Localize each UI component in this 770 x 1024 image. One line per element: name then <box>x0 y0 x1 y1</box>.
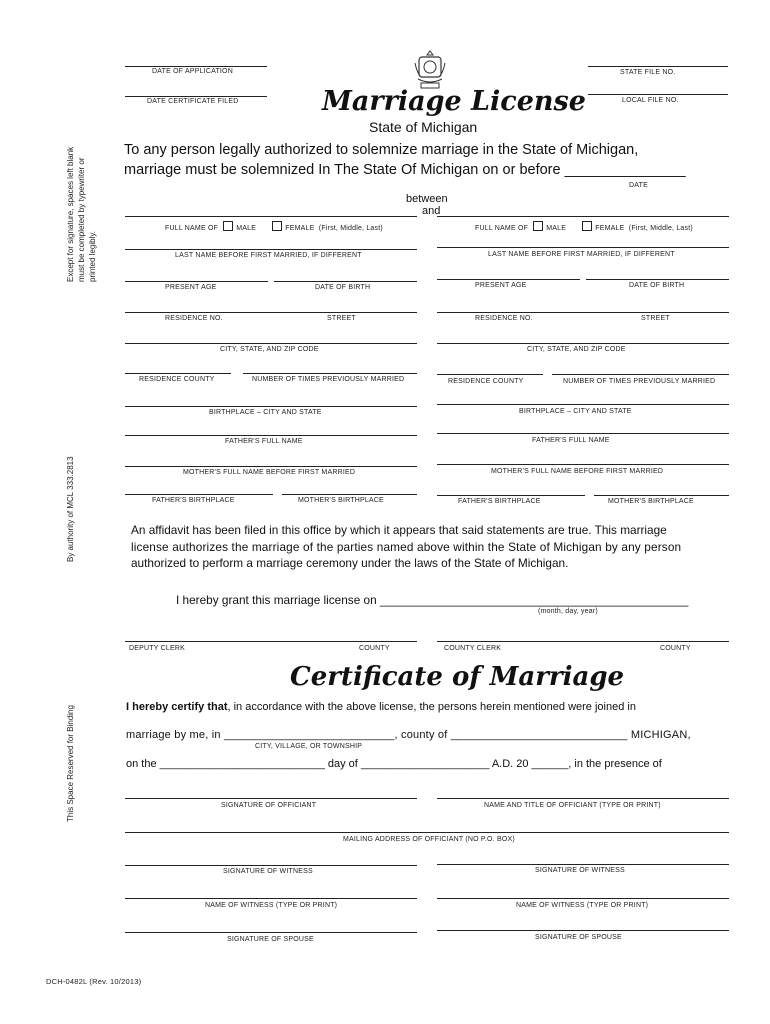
name-officiant-line[interactable] <box>437 798 729 799</box>
right-city-line[interactable] <box>437 343 729 344</box>
left-county-line[interactable] <box>125 373 231 374</box>
side-note-line2: must be completed by typewriter or <box>77 157 86 282</box>
left-date-of-birth-line[interactable] <box>274 281 417 282</box>
left-father-label: FATHER'S FULL NAME <box>225 438 303 445</box>
right-father-birthplace-line[interactable] <box>437 495 585 496</box>
right-last-name-label: LAST NAME BEFORE FIRST MARRIED, IF DIFFERENT <box>488 251 675 258</box>
local-file-no-line[interactable] <box>588 94 728 95</box>
right-date-of-birth-line[interactable] <box>586 279 729 280</box>
name-officiant-label: NAME AND TITLE OF OFFICIANT (TYPE OR PRINT) <box>484 802 661 809</box>
local-file-no-label: LOCAL FILE NO. <box>622 97 679 104</box>
date-of-application-label: DATE OF APPLICATION <box>152 68 233 75</box>
mailing-address-line[interactable] <box>125 832 729 833</box>
affidavit-line3: authorized to perform a marriage ceremony under the laws of the State of Michigan. <box>131 556 569 570</box>
left-full-name-line[interactable] <box>125 216 417 217</box>
right-city-label: CITY, STATE, AND ZIP CODE <box>527 346 626 353</box>
sig-spouse-left-line[interactable] <box>125 932 417 933</box>
left-last-name-line[interactable] <box>125 249 417 250</box>
left-male-label: MALE <box>236 225 257 232</box>
left-mother-birthplace-line[interactable] <box>282 494 417 495</box>
county-clerk-line[interactable] <box>437 641 729 642</box>
sig-witness-right-label: SIGNATURE OF WITNESS <box>535 867 625 874</box>
name-witness-right-label: NAME OF WITNESS (TYPE OR PRINT) <box>516 902 649 909</box>
right-male-checkbox[interactable] <box>533 221 543 231</box>
date-of-application-line[interactable] <box>125 66 267 67</box>
right-female-label: FEMALE <box>595 225 625 232</box>
right-mother-birthplace-line[interactable] <box>594 495 729 496</box>
sig-witness-left-line[interactable] <box>125 865 417 866</box>
deputy-clerk-label: DEPUTY CLERK <box>129 645 185 652</box>
left-residence-line[interactable] <box>125 312 417 313</box>
left-full-name-label <box>165 221 383 232</box>
form-number: DCH-0482L (Rev. 10/2013) <box>46 977 142 986</box>
right-birthplace-label: BIRTHPLACE – CITY AND STATE <box>519 408 632 415</box>
side-note-line3: printed legibly. <box>88 231 97 282</box>
left-father-birthplace-label: FATHER'S BIRTHPLACE <box>152 497 235 504</box>
sig-spouse-right-label: SIGNATURE OF SPOUSE <box>535 934 622 941</box>
right-date-of-birth-label: DATE OF BIRTH <box>629 282 685 289</box>
authority-note: By authority of MCL 333.2813 <box>66 456 75 562</box>
left-city-label: CITY, STATE, AND ZIP CODE <box>220 346 319 353</box>
intro-line2: marriage must be solemnized In The State Of Michigan on or before _______________ <box>124 162 686 178</box>
and-label: and <box>422 205 441 217</box>
left-female-checkbox[interactable] <box>272 221 282 231</box>
left-county-label: RESIDENCE COUNTY <box>139 376 215 383</box>
certify-bold: I hereby certify that <box>126 701 228 713</box>
date-certificate-filed-line[interactable] <box>125 96 267 97</box>
left-full-name-of: FULL NAME OF <box>165 225 219 232</box>
sig-spouse-right-line[interactable] <box>437 930 729 931</box>
right-birthplace-line[interactable] <box>437 404 729 405</box>
on-the-text: on the ___________________________ day of _____________________ A.D. 20 ______, in the presence of <box>126 758 662 770</box>
sig-officiant-label: SIGNATURE OF OFFICIANT <box>221 802 317 809</box>
certify-rest: , in accordance with the above license, the persons herein mentioned were joined in <box>227 701 636 713</box>
left-residence-no-label: RESIDENCE NO. <box>165 315 223 322</box>
name-witness-left-label: NAME OF WITNESS (TYPE OR PRINT) <box>205 902 338 909</box>
left-name-order: (First, Middle, Last) <box>318 225 383 232</box>
right-county-line[interactable] <box>437 374 543 375</box>
right-mother-birthplace-label: MOTHER'S BIRTHPLACE <box>608 498 694 505</box>
left-present-age-label: PRESENT AGE <box>165 284 217 291</box>
right-present-age-label: PRESENT AGE <box>475 282 527 289</box>
certificate-title: Certificate of Marriage <box>290 662 625 692</box>
affidavit-line1: An affidavit has been filed in this office by which it appears that said statements are true. This marriage <box>131 523 667 537</box>
right-present-age-line[interactable] <box>437 279 580 280</box>
right-last-name-line[interactable] <box>437 247 729 248</box>
right-male-label: MALE <box>546 225 567 232</box>
left-mother-line[interactable] <box>125 466 417 467</box>
deputy-clerk-line[interactable] <box>125 641 417 642</box>
sig-officiant-line[interactable] <box>125 798 417 799</box>
county-clerk-label: COUNTY CLERK <box>444 645 502 652</box>
date-caption: DATE <box>629 182 648 189</box>
left-date-of-birth-label: DATE OF BIRTH <box>315 284 371 291</box>
left-birthplace-label: BIRTHPLACE – CITY AND STATE <box>209 409 322 416</box>
right-mother-label: MOTHER'S FULL NAME BEFORE FIRST MARRIED <box>491 468 664 475</box>
right-full-name-line[interactable] <box>437 216 729 217</box>
date-certificate-filed-label: DATE CERTIFICATE FILED <box>147 98 239 105</box>
intro-line1: To any person legally authorized to solemnize marriage in the State of Michigan, <box>124 142 639 158</box>
left-father-birthplace-line[interactable] <box>125 494 273 495</box>
left-male-checkbox[interactable] <box>223 221 233 231</box>
mailing-address-label: MAILING ADDRESS OF OFFICIANT (NO P.O. BOX) <box>343 836 515 843</box>
left-present-age-line[interactable] <box>125 281 268 282</box>
marriage-license-title: Marriage License <box>322 86 586 117</box>
by-me-text: marriage by me, in ___________________________, county of ____________________________ MICHIGAN, <box>126 729 691 741</box>
left-street-label: STREET <box>327 315 356 322</box>
sig-witness-right-line[interactable] <box>437 864 729 865</box>
sig-spouse-left-label: SIGNATURE OF SPOUSE <box>227 936 314 943</box>
affidavit-line2: license authorizes the marriage of the parties named above within the State of Michigan by any person <box>131 540 682 554</box>
left-female-label: FEMALE <box>285 225 315 232</box>
binding-note: This Space Reserved for Binding <box>66 705 75 822</box>
grant-date-caption: (month, day, year) <box>538 608 598 615</box>
right-county-caption: COUNTY <box>660 645 691 652</box>
right-mother-line[interactable] <box>437 464 729 465</box>
certify-text <box>126 701 636 713</box>
right-times-married-line[interactable] <box>552 374 729 375</box>
left-birthplace-line[interactable] <box>125 406 417 407</box>
sig-witness-left-label: SIGNATURE OF WITNESS <box>223 868 313 875</box>
right-father-line[interactable] <box>437 433 729 434</box>
name-witness-right-line[interactable] <box>437 898 729 899</box>
right-full-name-label <box>475 221 693 232</box>
right-full-name-of: FULL NAME OF <box>475 225 529 232</box>
side-note-line1: Except for signature, spaces left blank <box>66 146 75 282</box>
right-times-married-label: NUMBER OF TIMES PREVIOUSLY MARRIED <box>563 378 716 385</box>
right-name-order: (First, Middle, Last) <box>628 225 693 232</box>
right-father-label: FATHER'S FULL NAME <box>532 437 610 444</box>
grant-text: I hereby grant this marriage license on _______________________________________________ <box>176 593 689 607</box>
left-city-line[interactable] <box>125 343 417 344</box>
right-residence-line[interactable] <box>437 312 729 313</box>
right-female-checkbox[interactable] <box>582 221 592 231</box>
left-times-married-label: NUMBER OF TIMES PREVIOUSLY MARRIED <box>252 376 405 383</box>
name-witness-left-line[interactable] <box>125 898 417 899</box>
state-file-no-line[interactable] <box>588 66 728 67</box>
right-residence-no-label: RESIDENCE NO. <box>475 315 533 322</box>
between-label: between <box>406 193 448 205</box>
right-father-birthplace-label: FATHER'S BIRTHPLACE <box>458 498 541 505</box>
left-times-married-line[interactable] <box>243 373 417 374</box>
state-file-no-label: STATE FILE NO. <box>620 69 676 76</box>
state-of-michigan-subtitle: State of Michigan <box>369 119 478 135</box>
left-county-caption: COUNTY <box>359 645 390 652</box>
left-father-line[interactable] <box>125 435 417 436</box>
right-street-label: STREET <box>641 315 670 322</box>
left-last-name-label: LAST NAME BEFORE FIRST MARRIED, IF DIFFERENT <box>175 252 362 259</box>
right-county-label: RESIDENCE COUNTY <box>448 378 524 385</box>
left-mother-label: MOTHER'S FULL NAME BEFORE FIRST MARRIED <box>183 469 356 476</box>
left-mother-birthplace-label: MOTHER'S BIRTHPLACE <box>298 497 384 504</box>
city-caption: CITY, VILLAGE, OR TOWNSHIP <box>255 743 363 750</box>
